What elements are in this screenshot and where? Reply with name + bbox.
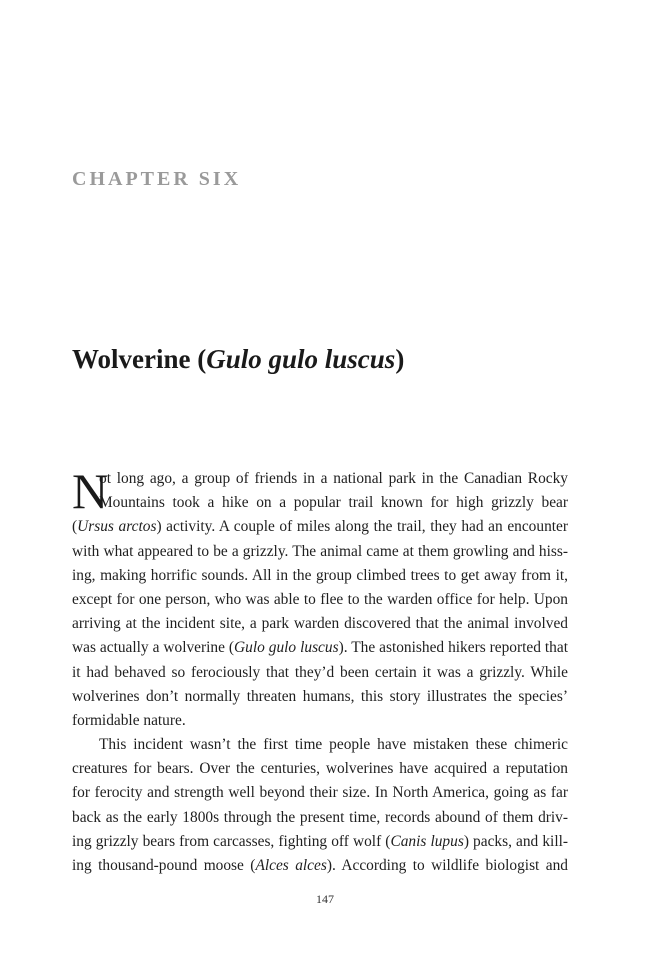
paragraph-1-line-10: wolverines don’t normally threaten humans, this story illustrates the species’ bbox=[72, 687, 568, 705]
chapter-label: CHAPTER SIX bbox=[72, 168, 242, 190]
text-run: ). According to wildlife biologist and bbox=[326, 857, 568, 874]
paragraph-2-line-3: for ferocity and strength well beyond their size. In North America, going as far bbox=[72, 784, 568, 802]
text-run: ) activity. A couple of miles along the trail, they had an encounter bbox=[156, 518, 568, 536]
paragraph-2-line-1: This incident wasn’t the first time people have mistaken these chimeric bbox=[99, 736, 568, 754]
paragraph-1-line-7: arriving at the incident site, a park warden discovered that the animal involved bbox=[72, 615, 568, 633]
page-number: 147 bbox=[316, 892, 334, 906]
paragraph-1-line-1: ot long ago, a group of friends in a national park in the Canadian Rocky bbox=[99, 470, 568, 487]
drop-cap: N bbox=[72, 463, 109, 519]
title-common-name: Wolverine ( bbox=[72, 344, 207, 374]
paragraph-1-line-2: Mountains took a hike on a popular trail known for high grizzly bear bbox=[99, 494, 568, 512]
text-run: ing grizzly bears from carcasses, fighting off wolf ( bbox=[72, 832, 391, 850]
paragraph-1-line-6: except for one person, who was able to flee to the warden office for help. Upon bbox=[72, 590, 568, 608]
species-name: Alces alces bbox=[255, 857, 327, 874]
paragraph-1-line-4: with what appeared to be a grizzly. The animal came at them growling and hiss- bbox=[72, 542, 568, 560]
title-close-paren: ) bbox=[395, 344, 405, 374]
title-scientific-name: Gulo gulo luscus bbox=[206, 344, 396, 374]
paragraph-1-line-3 bbox=[72, 515, 568, 539]
text-run: ) packs, and kill- bbox=[463, 832, 568, 850]
paragraph-1-line-8 bbox=[72, 636, 568, 660]
body-text bbox=[72, 463, 568, 878]
text-run: ). The astonished hikers reported that bbox=[338, 639, 568, 657]
text-run: was actually a wolverine ( bbox=[72, 639, 235, 657]
paragraph-2-line-5 bbox=[72, 830, 568, 854]
species-name: Canis lupus bbox=[390, 832, 464, 850]
paragraph-1-line-11: formidable nature. bbox=[72, 711, 186, 729]
text-run: ing thousand-pound moose ( bbox=[72, 857, 256, 874]
paragraph-1-line-5: ing, making horrific sounds. All in the group climbed trees to get away from it, bbox=[72, 566, 568, 584]
paragraph-2-line-4: back as the early 1800s through the present time, records abound of them driv- bbox=[72, 808, 568, 826]
paragraph-2-line-2: creatures for bears. Over the centuries, wolverines have acquired a reputation bbox=[72, 760, 568, 778]
text-run: ( bbox=[72, 518, 78, 536]
paragraph-1-line-9: it had behaved so ferociously that they’d been certain it was a grizzly. While bbox=[72, 663, 568, 681]
species-name: Ursus arctos bbox=[77, 518, 157, 536]
chapter-title bbox=[72, 344, 404, 375]
paragraph-2-line-6 bbox=[72, 854, 568, 878]
species-name: Gulo gulo luscus bbox=[234, 639, 339, 657]
